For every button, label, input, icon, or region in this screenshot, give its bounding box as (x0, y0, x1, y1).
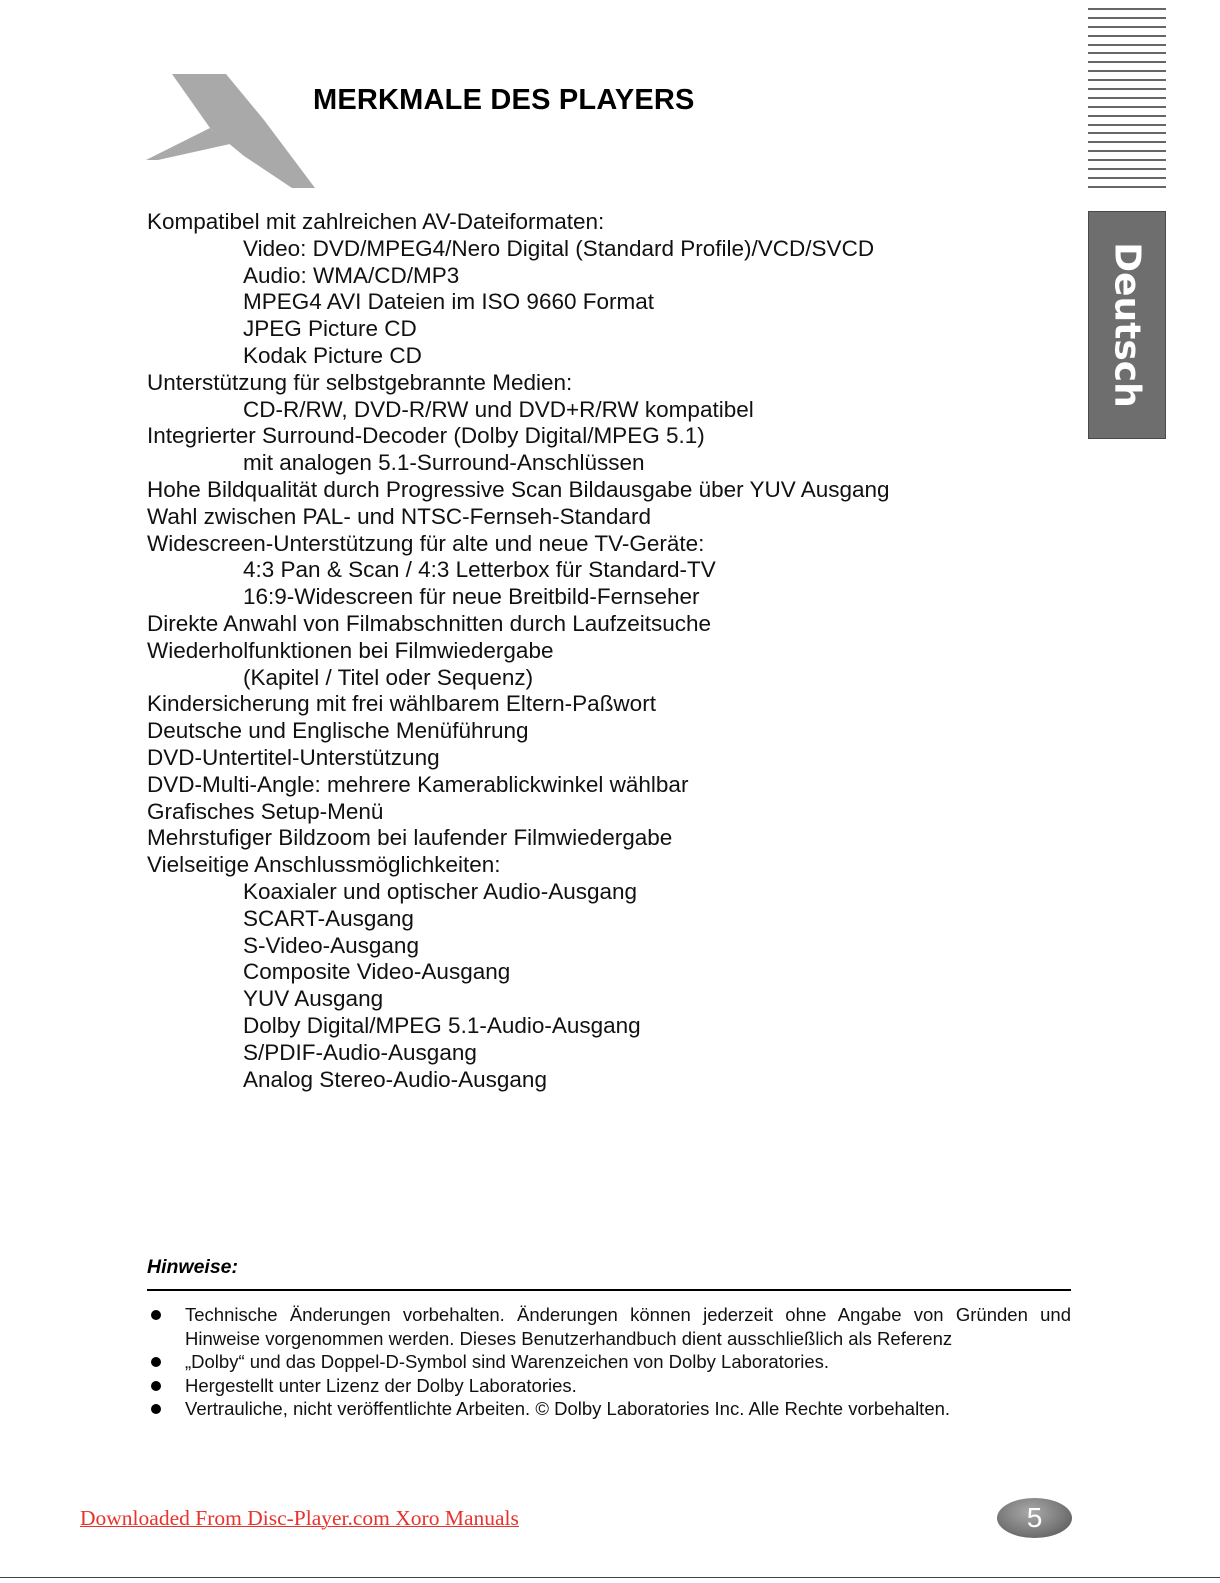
feature-item: Grafisches Setup-Menü (147, 798, 384, 824)
note-item: Hergestellt unter Lizenz der Dolby Laboratories. (147, 1374, 1071, 1398)
stripe-line (1088, 177, 1166, 179)
feature-subitem: Koaxialer und optischer Audio-Ausgang (243, 878, 638, 904)
feature-subitem: CD-R/RW, DVD-R/RW und DVD+R/RW kompatibel (243, 396, 754, 422)
feature-subitem: S/PDIF-Audio-Ausgang (243, 1039, 477, 1065)
decorative-stripes (1088, 8, 1166, 195)
stripe-line (1088, 124, 1166, 126)
stripe-line (1088, 8, 1166, 10)
stripe-line (1088, 150, 1166, 152)
stripe-line (1088, 132, 1166, 134)
feature-subitem: Video: DVD/MPEG4/Nero Digital (Standard Profile)/VCD/SVCD (243, 235, 875, 261)
stripe-line (1088, 88, 1166, 90)
notes-list (147, 1303, 1071, 1421)
stripe-line (1088, 70, 1166, 72)
feature-item: Direkte Anwahl von Filmabschnitten durch Laufzeitsuche (147, 610, 712, 636)
feature-subitem: S-Video-Ausgang (243, 932, 419, 958)
stripe-line (1088, 168, 1166, 170)
feature-item: Kompatibel mit zahlreichen AV-Dateiformaten: (147, 209, 605, 234)
feature-subitem: (Kapitel / Titel oder Sequenz) (243, 664, 534, 690)
stripe-line (1088, 106, 1166, 108)
stripe-line (1088, 141, 1166, 143)
feature-subitem: 4:3 Pan & Scan / 4:3 Letterbox für Standard-TV (243, 557, 716, 583)
feature-item: Hohe Bildqualität durch Progressive Scan Bildausgabe über YUV Ausgang (147, 476, 890, 502)
note-item: „Dolby“ und das Doppel-D-Symbol sind Warenzeichen von Dolby Laboratories. (147, 1350, 1071, 1374)
stripe-line (1088, 79, 1166, 81)
feature-subitem: SCART-Ausgang (243, 905, 414, 931)
feature-item: Integrierter Surround-Decoder (Dolby Digital/MPEG 5.1) (147, 423, 705, 449)
stripe-line (1088, 97, 1166, 99)
feature-subitem: 16:9-Widescreen für neue Breitbild-Fernseher (243, 584, 700, 610)
stripe-line (1088, 52, 1166, 54)
bottom-divider (0, 1577, 1220, 1578)
feature-item: Deutsche und Englische Menüführung (147, 718, 529, 744)
stripe-line (1088, 44, 1166, 46)
feature-item: Widescreen-Unterstützung für alte und neue TV-Geräte: (147, 530, 705, 556)
notes-heading: Hinweise: (147, 1256, 239, 1278)
feature-item: Unterstützung für selbstgebrannte Medien: (147, 369, 573, 395)
feature-subitem: Composite Video-Ausgang (243, 959, 511, 985)
stripe-line (1088, 186, 1166, 188)
stripe-line (1088, 159, 1166, 161)
feature-subitem: YUV Ausgang (243, 986, 384, 1012)
notes-divider (147, 1289, 1071, 1291)
feature-subitem: JPEG Picture CD (243, 316, 417, 342)
note-item: Vertrauliche, nicht veröffentlichte Arbeiten. © Dolby Laboratories Inc. Alle Rechte vorbehalten. (147, 1397, 1071, 1421)
language-tab (1088, 211, 1166, 439)
feature-subitem: Kodak Picture CD (243, 342, 422, 368)
download-source-link[interactable]: Downloaded From Disc-Player.com Xoro Manuals (80, 1506, 519, 1530)
feature-subitem: Dolby Digital/MPEG 5.1-Audio-Ausgang (243, 1012, 641, 1038)
feature-subitem: MPEG4 AVI Dateien im ISO 9660 Format (243, 289, 654, 315)
feature-item: Mehrstufiger Bildzoom bei laufender Filmwiedergabe (147, 825, 673, 851)
page-number-badge: 5 (997, 1498, 1072, 1538)
note-item: Technische Änderungen vorbehalten. Änderungen können jederzeit ohne Angabe von Gründen und Hinweise vorgenommen werden. Dieses Benutzerhandbuch dient ausschließlich als Referenz (147, 1303, 1071, 1350)
xoro-x-logo-icon (140, 70, 320, 192)
page-title: MERKMALE DES PLAYERS (313, 84, 695, 116)
feature-item: DVD-Untertitel-Unterstützung (147, 744, 440, 770)
feature-subitem: Analog Stereo-Audio-Ausgang (243, 1066, 547, 1092)
feature-list (147, 209, 890, 1093)
stripe-line (1088, 26, 1166, 28)
feature-item: Kindersicherung mit frei wählbarem Eltern-Paßwort (147, 691, 656, 717)
stripe-line (1088, 115, 1166, 117)
feature-subitem: mit analogen 5.1-Surround-Anschlüssen (243, 450, 645, 476)
stripe-line (1088, 17, 1166, 19)
feature-item: Wiederholfunktionen bei Filmwiedergabe (147, 637, 554, 663)
feature-item: DVD-Multi-Angle: mehrere Kamerablickwinkel wählbar (147, 771, 689, 797)
feature-subitem: Audio: WMA/CD/MP3 (243, 262, 460, 288)
feature-item: Vielseitige Anschlussmöglichkeiten: (147, 852, 501, 878)
language-tab-label: Deutsch (1106, 242, 1148, 408)
stripe-line (1088, 61, 1166, 63)
stripe-line (1088, 35, 1166, 37)
feature-item: Wahl zwischen PAL- und NTSC-Fernseh-Standard (147, 503, 651, 529)
